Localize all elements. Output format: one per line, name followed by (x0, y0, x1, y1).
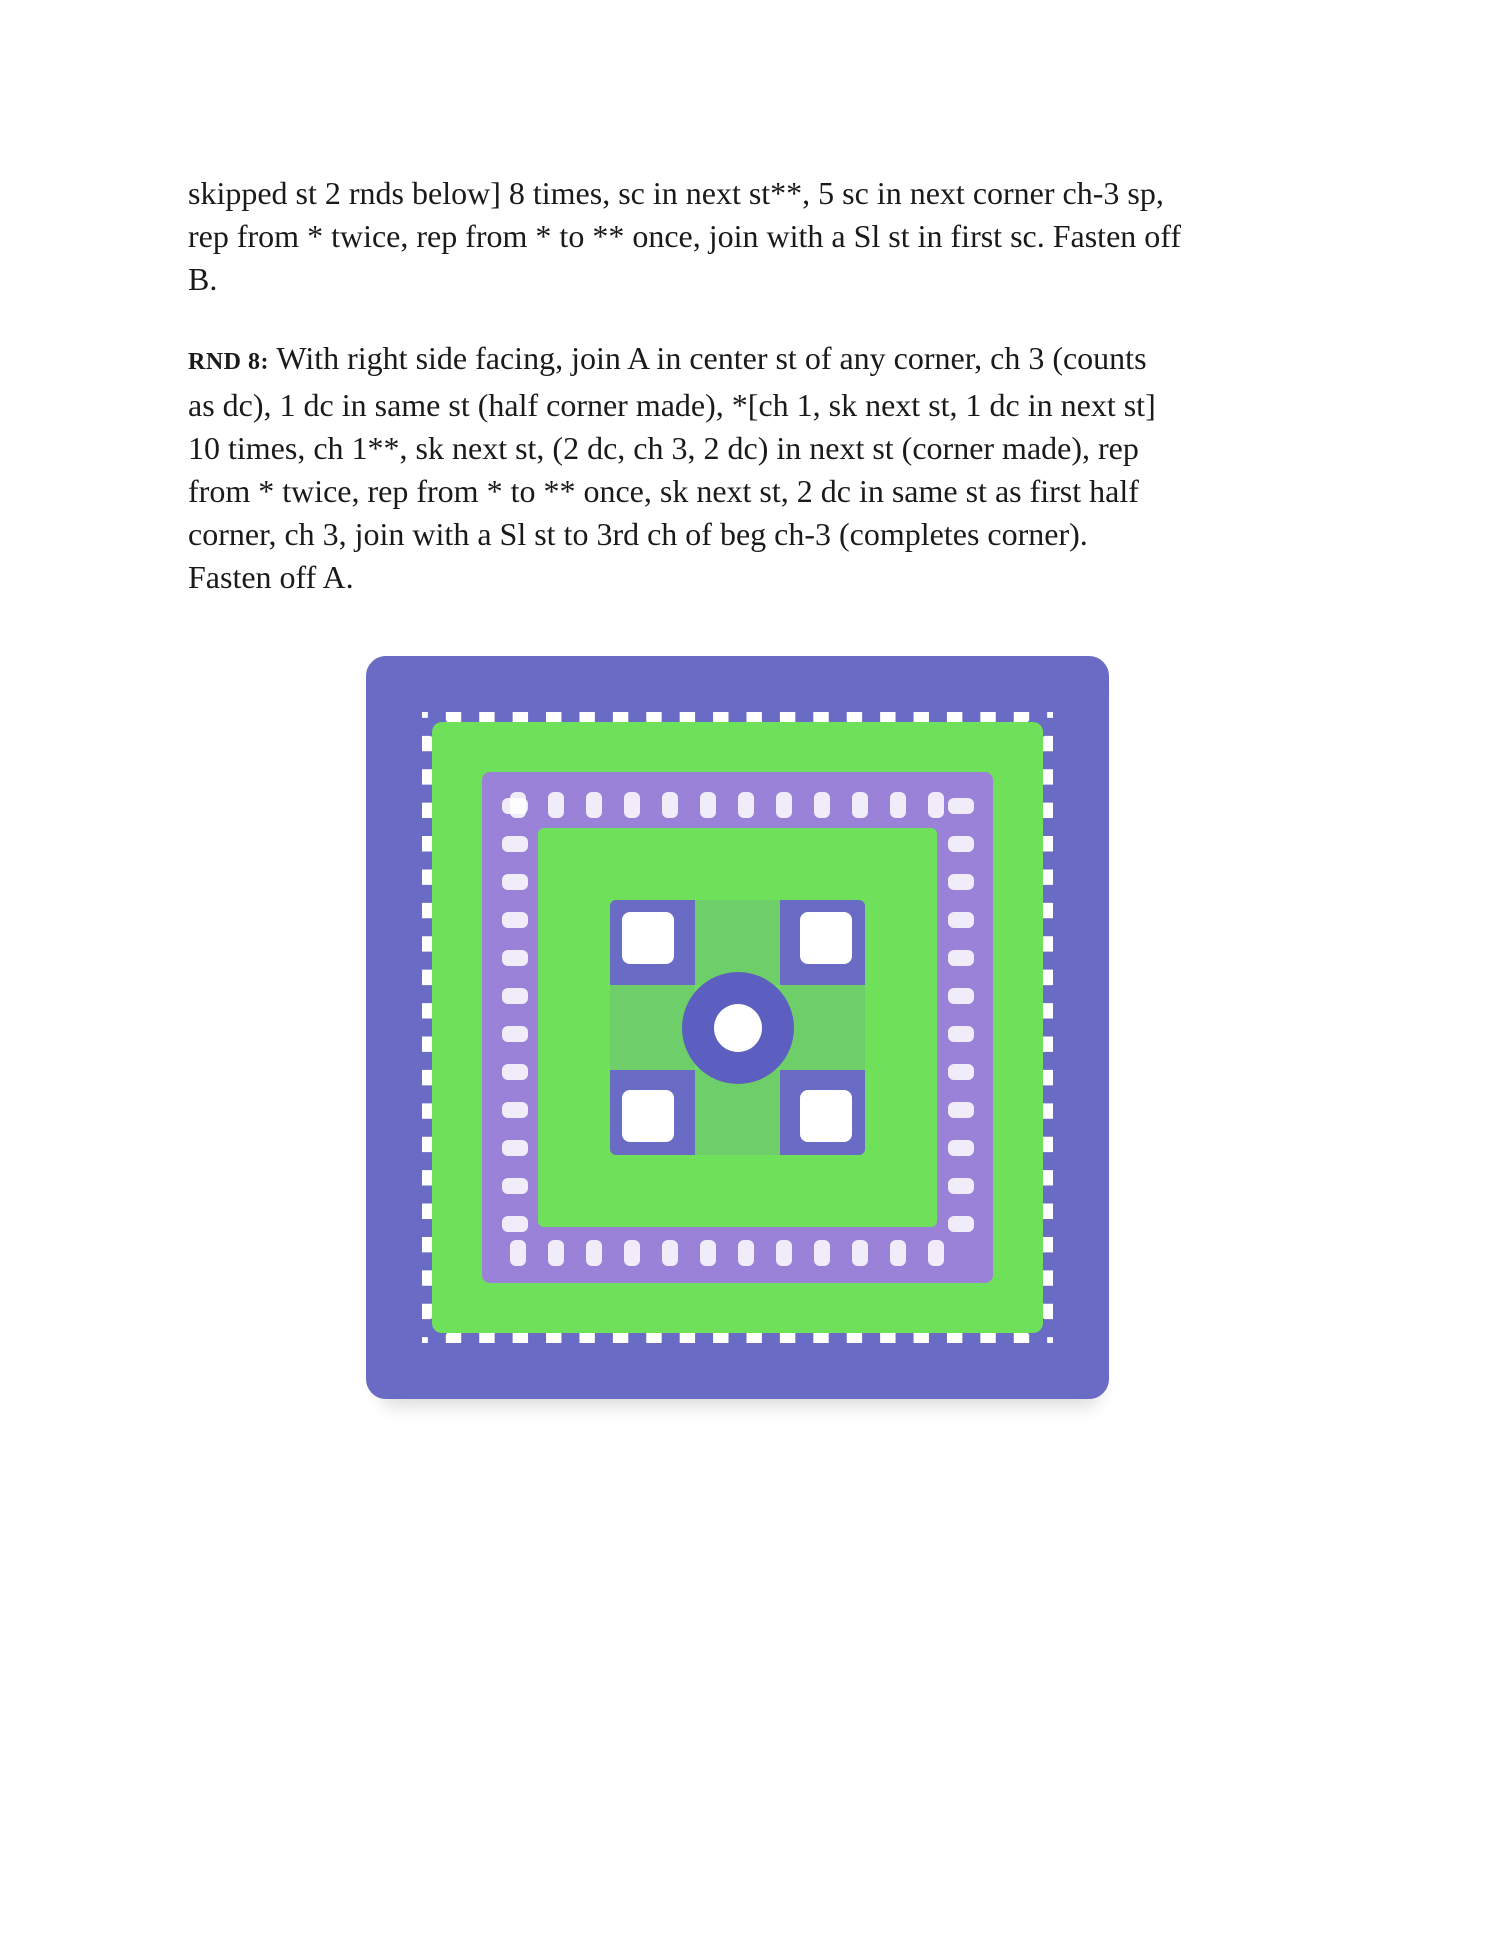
mesh-hole (738, 792, 754, 818)
mesh-hole (586, 792, 602, 818)
mesh-hole (548, 792, 564, 818)
mesh-hole (502, 1102, 528, 1118)
mesh-hole (624, 792, 640, 818)
corner-window (622, 912, 674, 964)
mesh-hole (502, 874, 528, 890)
mesh-hole (502, 1064, 528, 1080)
mesh-hole (502, 1026, 528, 1042)
mesh-hole (928, 1240, 944, 1266)
mesh-hole (502, 1140, 528, 1156)
mesh-hole (502, 988, 528, 1004)
mesh-hole (948, 1026, 974, 1042)
mesh-hole (502, 1178, 528, 1194)
text-line: Fasten off A. (188, 559, 354, 595)
mesh-post (1027, 1353, 1097, 1371)
mesh-hole (662, 792, 678, 818)
mesh-hole (700, 792, 716, 818)
mesh-hole (776, 1240, 792, 1266)
mesh-hole (510, 1240, 526, 1266)
text-line: rep from * twice, rep from * to ** once, join with a Sl st in first sc. Fasten off (188, 218, 1181, 254)
mesh-post (1063, 668, 1081, 738)
text-line: 10 times, ch 1**, sk next st, (2 dc, ch 3, 2 dc) in next st (corner made), rep (188, 430, 1139, 466)
mesh-hole (890, 792, 906, 818)
mesh-hole (948, 912, 974, 928)
mesh-hole (502, 950, 528, 966)
instruction-paragraph-continued (188, 172, 1318, 301)
text-line (188, 337, 1318, 384)
text-line: corner, ch 3, join with a Sl st to 3rd ch of beg ch-3 (completes corner). (188, 516, 1088, 552)
mesh-hole (814, 792, 830, 818)
mesh-hole (502, 912, 528, 928)
mesh-hole (948, 988, 974, 1004)
mesh-hole (852, 792, 868, 818)
corner-window (800, 912, 852, 964)
text-line: skipped st 2 rnds below] 8 times, sc in next st**, 5 sc in next corner ch-3 sp, (188, 175, 1164, 211)
mesh-hole (738, 1240, 754, 1266)
mesh-hole (502, 798, 528, 814)
mesh-hole (948, 798, 974, 814)
mesh-hole (776, 792, 792, 818)
mesh-hole (548, 1240, 564, 1266)
crochet-square-illustration (360, 642, 1120, 1422)
mesh-hole (948, 1178, 974, 1194)
crochet-square-photo (360, 642, 1120, 1422)
mesh-hole (852, 1240, 868, 1266)
corner-window (800, 1090, 852, 1142)
text-line: as dc), 1 dc in same st (half corner made), *[ch 1, sk next st, 1 dc in next st] (188, 387, 1156, 423)
mesh-hole (662, 1240, 678, 1266)
mesh-hole (948, 874, 974, 890)
mesh-hole (700, 1240, 716, 1266)
text-line: from * twice, rep from * to ** once, sk next st, 2 dc in same st as first half (188, 473, 1139, 509)
mesh-hole (890, 1240, 906, 1266)
mesh-hole (814, 1240, 830, 1266)
mesh-hole (948, 1064, 974, 1080)
instruction-paragraph-rnd-8 (188, 337, 1318, 599)
mesh-hole (502, 1216, 528, 1232)
mesh-hole (586, 1240, 602, 1266)
mesh-hole (948, 1216, 974, 1232)
text-line: B. (188, 261, 218, 297)
mesh-post (1063, 1317, 1081, 1387)
mesh-post (378, 1353, 448, 1371)
center-hole (714, 1004, 762, 1052)
mesh-hole (948, 950, 974, 966)
mesh-hole (948, 1140, 974, 1156)
mesh-hole (928, 792, 944, 818)
mesh-hole (502, 836, 528, 852)
mesh-hole (948, 1102, 974, 1118)
mesh-hole (948, 836, 974, 852)
corner-window (622, 1090, 674, 1142)
mesh-hole (624, 1240, 640, 1266)
text-fragment: With right side facing, join A in center st of any corner, ch 3 (counts (269, 340, 1147, 376)
round-label: RND 8: (188, 349, 269, 375)
